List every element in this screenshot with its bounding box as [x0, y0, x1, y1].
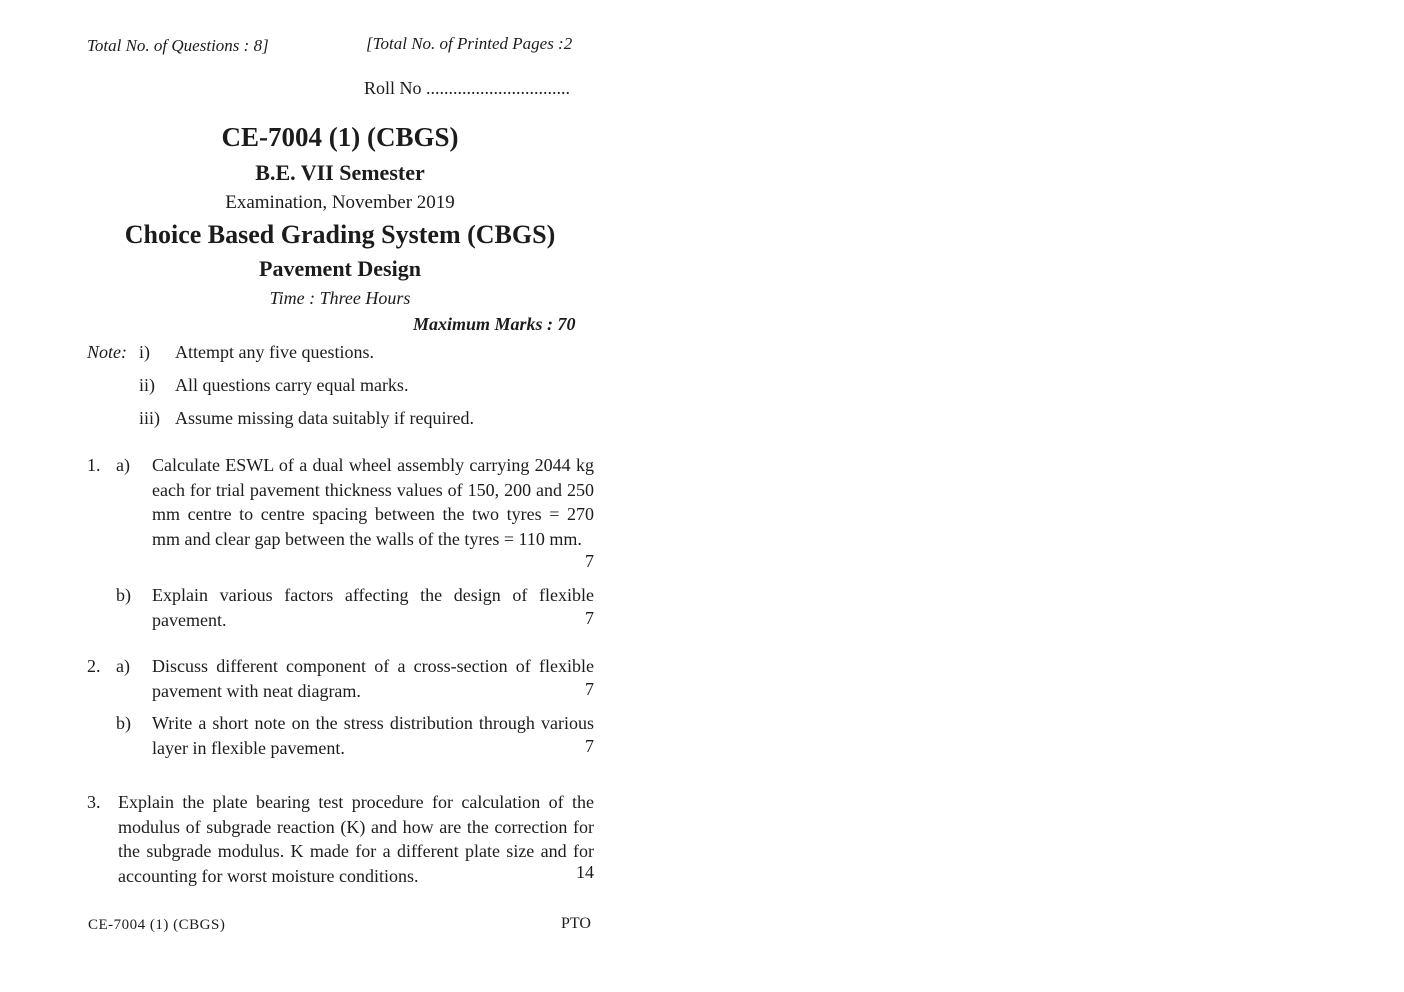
- question-marks: 7: [585, 608, 594, 628]
- note-item-text: Assume missing data suitably if required.: [175, 408, 474, 428]
- examination-date: Examination, November 2019: [225, 192, 455, 213]
- question-number: 3.: [87, 792, 101, 812]
- please-turn-over: PTO: [561, 915, 591, 932]
- semester: B.E. VII Semester: [255, 160, 425, 185]
- question-number: 1.: [87, 455, 101, 475]
- subject-title: Pavement Design: [259, 256, 421, 281]
- question-text: Write a short note on the stress distribution through various layer in flexible pavement.: [152, 713, 594, 758]
- paper-code: CE-7004 (1) (CBGS): [221, 122, 459, 152]
- maximum-marks: Maximum Marks : 70: [413, 314, 576, 334]
- exam-duration: Time : Three Hours: [269, 288, 411, 308]
- roll-no-field: Roll No ................................: [364, 78, 571, 98]
- question-text: Explain various factors affecting the design of flexible pavement.: [152, 585, 594, 630]
- question-part-label: a): [116, 455, 130, 475]
- note-item-number: i): [139, 342, 150, 362]
- note-item-text: All questions carry equal marks.: [175, 375, 409, 395]
- question-text: Discuss different component of a cross-section of flexible pavement with neat diagram.: [152, 656, 594, 701]
- total-printed-pages: [Total No. of Printed Pages :2: [366, 34, 573, 53]
- note-label: Note:: [87, 342, 127, 362]
- question-number: 2.: [87, 656, 101, 676]
- footer-paper-code: CE-7004 (1) (CBGS): [88, 917, 226, 933]
- question-marks: 7: [585, 736, 594, 756]
- grading-system: Choice Based Grading System (CBGS): [124, 220, 556, 249]
- question-text: Calculate ESWL of a dual wheel assembly carrying 2044 kg each for trial pavement thickness values of 150, 200 and 250 mm centre to centre spacing between the two tyres = 270 mm and clear gap between the walls of the tyres = 110 mm.: [152, 455, 594, 549]
- note-item-number: iii): [139, 408, 160, 428]
- question-marks: 7: [585, 679, 594, 699]
- question-marks: 14: [576, 862, 594, 882]
- question-marks: 7: [585, 551, 594, 571]
- question-text: Explain the plate bearing test procedure for calculation of the modulus of subgrade reaction (K) and how are the correction for the subgrade modulus. K made for a different plate size and for accounting for worst moisture conditions.: [118, 792, 594, 886]
- question-part-label: b): [116, 713, 131, 733]
- note-item-number: ii): [139, 375, 155, 395]
- total-questions: Total No. of Questions : 8]: [87, 36, 269, 55]
- question-part-label: a): [116, 656, 130, 676]
- note-item-text: Attempt any five questions.: [175, 342, 374, 362]
- question-part-label: b): [116, 585, 131, 605]
